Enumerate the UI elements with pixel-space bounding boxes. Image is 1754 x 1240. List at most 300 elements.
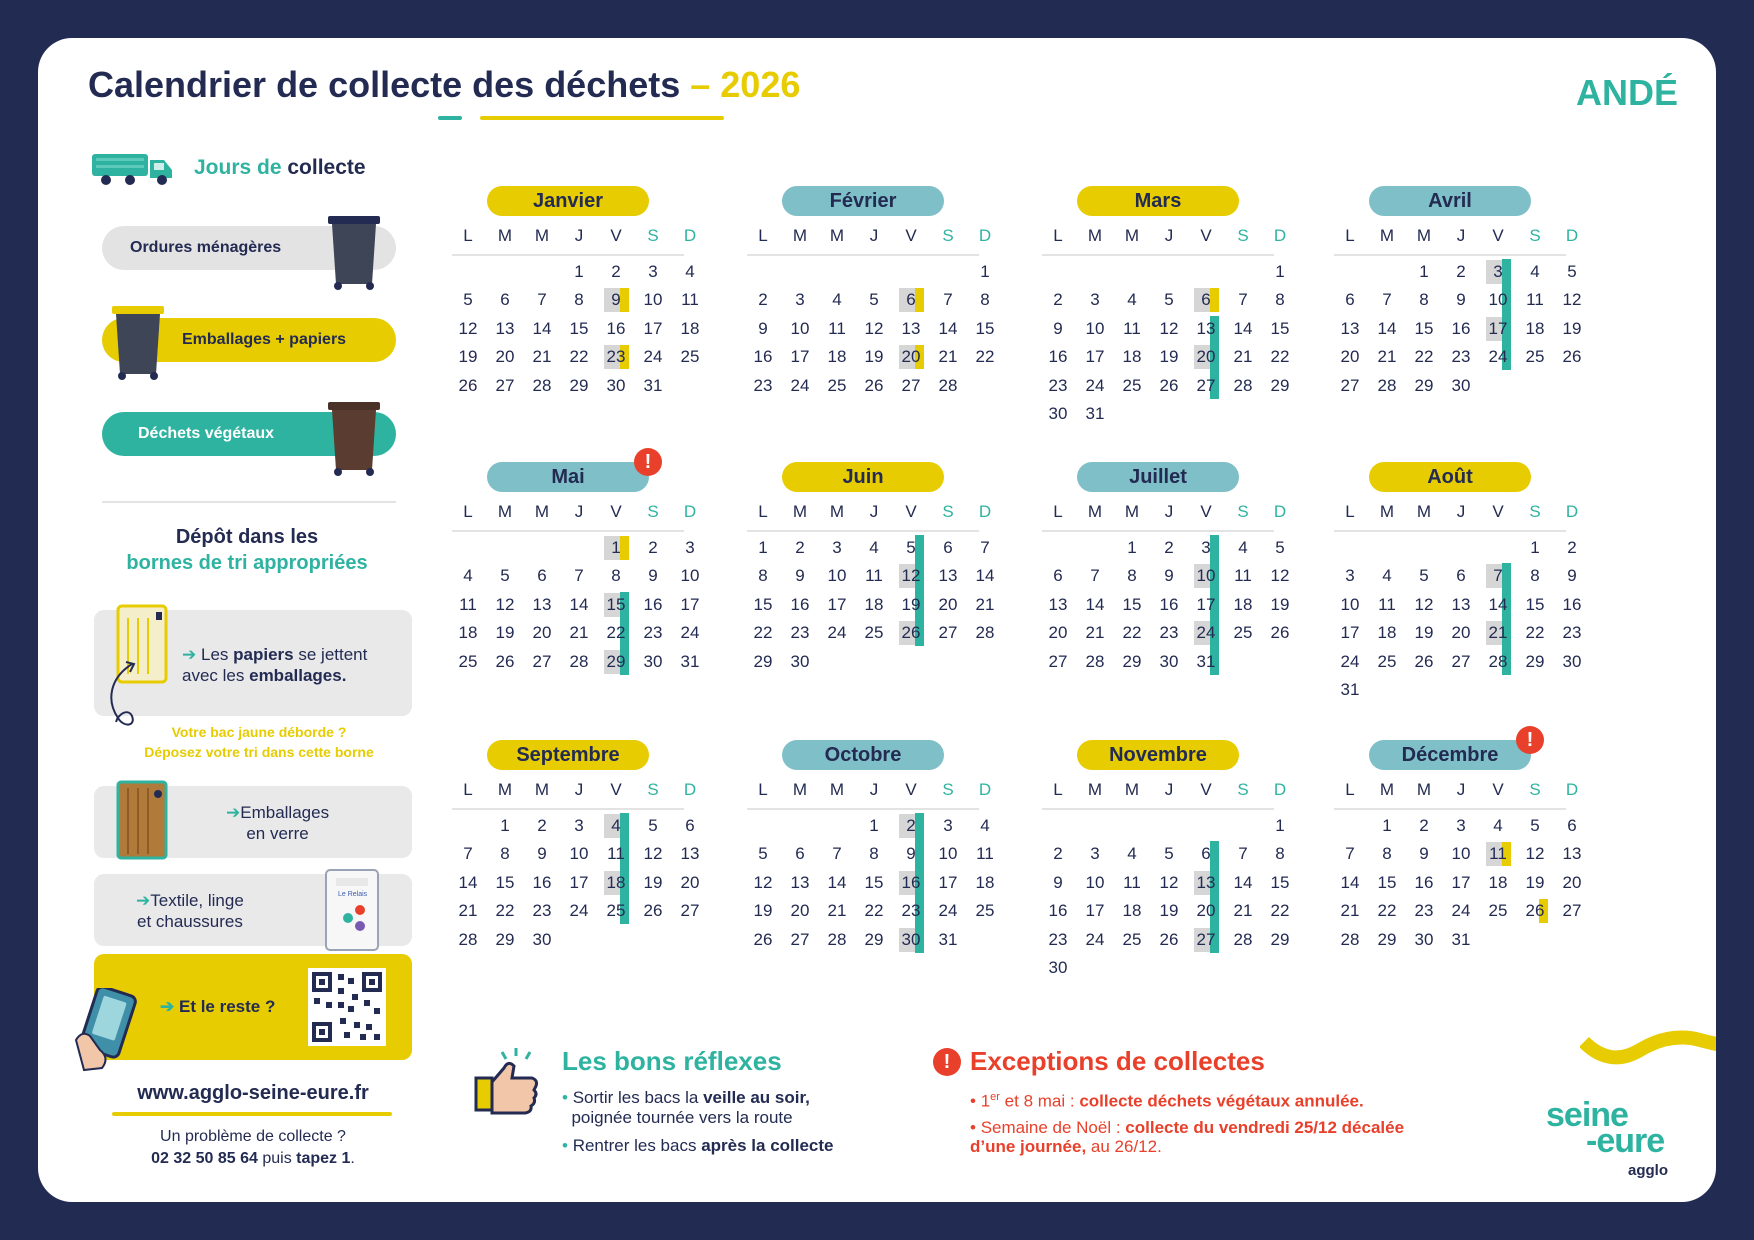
weekday-header: D: [1273, 780, 1287, 799]
arrow-icon: ➔: [160, 997, 175, 1016]
day-cell: 12: [1525, 844, 1545, 864]
day-cell: 6: [1567, 816, 1577, 835]
day-cell: 18: [1377, 623, 1397, 643]
weekday-header: M: [829, 226, 845, 245]
day-cell: 6: [500, 290, 510, 310]
day-cell: 7: [943, 290, 953, 310]
day-cell: 19: [495, 623, 515, 643]
day-cell: 19: [1525, 872, 1545, 892]
day-cell: 16: [1414, 872, 1434, 892]
month-4: [446, 451, 700, 722]
day-cell: 3: [648, 262, 658, 281]
day-cell: 25: [606, 901, 626, 921]
legend-ordures-label: Ordures ménagères: [130, 239, 282, 256]
day-cell: 29: [864, 929, 884, 949]
day-cell: 12: [643, 844, 663, 864]
day-cell: 22: [975, 347, 995, 367]
exception-item-2: [970, 1118, 1404, 1156]
day-cell: 5: [1164, 290, 1174, 310]
day-cell: 3: [1456, 816, 1466, 835]
month-name: Mai: [487, 462, 649, 492]
day-cell: 21: [1085, 623, 1105, 643]
day-cell: 16: [532, 872, 552, 892]
weekday-header: V: [1492, 226, 1504, 245]
day-cell: 3: [1201, 538, 1211, 557]
day-cell: 6: [1053, 566, 1063, 586]
weekday-header: S: [647, 226, 659, 245]
commune-name: ANDÉ: [1575, 72, 1678, 113]
day-cell: 9: [795, 566, 805, 586]
day-cell: 20: [1190, 345, 1222, 369]
exceptions-title: Exceptions de collectes: [970, 1046, 1265, 1076]
day-cell: 8: [611, 566, 621, 586]
day-cell: 10: [680, 566, 700, 586]
day-cell: 13: [1340, 318, 1360, 338]
day-cell: 14: [938, 318, 958, 338]
day-cell: 19: [458, 347, 478, 367]
day-cell: 5: [869, 290, 879, 310]
borne-textile-box: [94, 874, 412, 946]
day-cell: 21: [938, 347, 958, 367]
day-cell: 1: [1419, 262, 1429, 281]
day-cell: 16: [1159, 594, 1179, 614]
weekday-header: D: [1565, 502, 1579, 521]
day-cell: 29: [1122, 651, 1142, 671]
title-sep: –: [680, 64, 721, 105]
day-cell: 4: [1127, 290, 1137, 310]
day-cell: 17: [1085, 901, 1105, 921]
day-cell: 14: [1085, 594, 1105, 614]
weekday-header: J: [1164, 226, 1174, 245]
weekday-header: L: [758, 780, 768, 799]
title-text: Calendrier de collecte des déchets: [88, 64, 681, 105]
day-cell: 4: [869, 538, 879, 557]
day-cell: 15: [569, 318, 589, 338]
day-cell: 4: [463, 566, 473, 586]
day-cell: 16: [1451, 318, 1471, 338]
borne-papiers-box: [94, 610, 412, 716]
day-cell: 6: [795, 844, 805, 864]
day-cell: 30: [606, 375, 626, 395]
day-cell: 17: [1196, 594, 1216, 614]
day-cell: 26: [1159, 375, 1179, 395]
month-2: [1036, 186, 1290, 446]
day-cell: 7: [1090, 566, 1100, 586]
day-cell: 1: [869, 816, 879, 835]
weekday-header: S: [1237, 780, 1249, 799]
weekday-header: M: [534, 502, 550, 521]
day-cell: 7: [1382, 290, 1392, 310]
day-cell: 2: [795, 538, 805, 557]
day-cell: 11: [1123, 318, 1141, 338]
day-cell: 12: [1159, 872, 1179, 892]
day-cell: 24: [938, 901, 958, 921]
day-cell: 18: [1488, 872, 1508, 892]
arrow-icon: ➔: [136, 891, 151, 910]
day-cell: 18: [600, 871, 632, 895]
weekday-header: J: [1456, 502, 1466, 521]
month-9: [741, 740, 995, 1000]
day-cell: 27: [1190, 928, 1222, 952]
day-cell: 10: [1488, 290, 1508, 310]
day-cell: 6: [943, 538, 953, 557]
day-cell: 21: [458, 901, 478, 921]
day-cell: 16: [753, 347, 773, 367]
day-cell: 2: [648, 538, 658, 557]
day-cell: 11: [865, 566, 883, 586]
day-cell: 8: [1275, 290, 1285, 310]
day-cell: 1: [1530, 538, 1540, 557]
weekday-header: J: [574, 780, 584, 799]
day-cell: 21: [569, 623, 589, 643]
legend-emballages-label: Emballages + papiers: [182, 331, 347, 348]
day-cell: 8: [574, 290, 584, 310]
day-cell: 9: [648, 566, 658, 586]
day-cell: 4: [1238, 538, 1248, 557]
weekday-header: S: [647, 780, 659, 799]
day-cell: 25: [458, 651, 478, 671]
day-cell: 11: [1482, 842, 1514, 866]
day-cell: 3: [832, 538, 842, 557]
day-cell: 2: [1164, 538, 1174, 557]
phone-number[interactable]: 02 32 50 85 64: [151, 1150, 258, 1167]
month-6: [1036, 462, 1290, 722]
day-cell: 23: [600, 345, 632, 369]
day-cell: 18: [458, 623, 478, 643]
day-cell: 27: [495, 375, 515, 395]
day-cell: 20: [1196, 901, 1216, 921]
day-cell: 3: [685, 538, 695, 557]
exc1-sup: er: [990, 1091, 1000, 1103]
day-cell: 20: [1340, 347, 1360, 367]
weekday-header: J: [869, 226, 879, 245]
day-cell: 29: [1525, 651, 1545, 671]
day-cell: 15: [600, 593, 632, 617]
day-cell: 24: [827, 623, 847, 643]
arrow-icon: ➔: [226, 803, 241, 822]
bullet: •: [970, 1091, 976, 1111]
day-cell: 20: [895, 345, 927, 369]
day-cell: 15: [1270, 872, 1290, 892]
day-cell: 26: [895, 621, 927, 645]
day-cell: 9: [1456, 290, 1466, 310]
reflex1-line2: poignée tournée vers la route: [571, 1108, 793, 1127]
month-5: [741, 462, 995, 722]
weekday-header: D: [978, 226, 992, 245]
day-cell: 28: [1233, 375, 1253, 395]
weekday-header: M: [1124, 226, 1140, 245]
day-cell: 14: [1233, 318, 1253, 338]
weekday-header: M: [1416, 502, 1432, 521]
day-cell: 1: [1275, 816, 1285, 835]
weekday-header: V: [905, 502, 917, 521]
day-cell: 2: [611, 262, 621, 281]
exception-item-1: [970, 1088, 1364, 1111]
header-divider: [1042, 808, 1274, 810]
day-cell: 9: [1053, 872, 1063, 892]
depot-line2: bornes de tri appropriées: [126, 552, 368, 574]
borne-textile-text: [136, 890, 244, 932]
depot-title: [94, 524, 400, 576]
day-cell: 9: [1567, 566, 1577, 586]
day-cell: 15: [1377, 872, 1397, 892]
day-cell: 29: [753, 651, 773, 671]
day-cell: 18: [864, 594, 884, 614]
warn-line1: Votre bac jaune déborde ?: [171, 724, 347, 740]
borne-verre-box: [94, 786, 412, 858]
day-cell: 20: [790, 901, 810, 921]
day-cell: 15: [495, 872, 515, 892]
day-cell: 10: [1340, 594, 1360, 614]
garbage-truck-icon: [90, 150, 176, 186]
day-cell: 3: [943, 816, 953, 835]
day-cell: 9: [906, 844, 916, 864]
box2-l1: Emballages: [240, 803, 330, 822]
month-name: Avril: [1369, 186, 1531, 216]
day-cell: 10: [827, 566, 847, 586]
puis-text: puis: [262, 1150, 292, 1167]
website-link[interactable]: www.agglo-seine-eure.fr: [137, 1082, 369, 1104]
day-cell: 19: [901, 594, 921, 614]
weekday-header: L: [758, 226, 768, 245]
weekday-header: V: [905, 780, 917, 799]
day-cell: 18: [1525, 318, 1545, 338]
weekday-header: M: [1087, 502, 1103, 521]
day-cell: 27: [1562, 901, 1582, 921]
day-cell: 13: [1190, 871, 1222, 895]
weekday-header: S: [1529, 226, 1541, 245]
day-cell: 27: [901, 375, 921, 395]
day-cell: 5: [648, 816, 658, 835]
yellow-lid-bin-icon: [110, 302, 166, 380]
day-cell: 11: [1234, 566, 1252, 586]
day-cell: 30: [643, 651, 663, 671]
day-cell: 19: [864, 347, 884, 367]
day-cell: 18: [827, 347, 847, 367]
day-cell: 29: [1270, 375, 1290, 395]
day-cell: 13: [901, 318, 921, 338]
day-cell: 1: [574, 262, 584, 281]
day-cell: 27: [1196, 375, 1216, 395]
legend-ordures-menageres: [102, 226, 396, 270]
day-cell: 15: [975, 318, 995, 338]
day-cell: 12: [895, 564, 927, 588]
header-divider: [747, 254, 979, 256]
weekday-header: S: [942, 780, 954, 799]
day-cell: 27: [1340, 375, 1360, 395]
day-cell: 19: [753, 901, 773, 921]
header-divider: [1334, 530, 1566, 532]
day-cell: 5: [758, 844, 768, 864]
day-cell: 22: [1270, 347, 1290, 367]
depot-line1: Dépôt dans les: [175, 526, 319, 548]
month-name: Octobre: [782, 740, 944, 770]
day-cell: 20: [495, 347, 515, 367]
et-le-reste-text: [160, 996, 275, 1017]
qr-code[interactable]: [308, 968, 386, 1046]
month-7: [1328, 462, 1582, 722]
exclamation-icon: !: [933, 1048, 961, 1076]
day-cell: 12: [864, 318, 884, 338]
day-cell: 8: [1419, 290, 1429, 310]
weekday-header: D: [1273, 502, 1287, 521]
day-cell: 25: [1233, 623, 1253, 643]
bons-reflexes-title: Les bons réflexes: [562, 1046, 782, 1076]
weekday-header: M: [1379, 502, 1395, 521]
day-cell: 25: [1377, 651, 1397, 671]
day-cell: 23: [1048, 375, 1068, 395]
day-cell: 22: [1414, 347, 1434, 367]
day-cell: 13: [790, 872, 810, 892]
weekday-header: M: [792, 226, 808, 245]
day-cell: 11: [828, 318, 846, 338]
day-cell: 23: [1159, 623, 1179, 643]
day-cell: 14: [532, 318, 552, 338]
weekday-header: M: [534, 780, 550, 799]
day-cell: 19: [1159, 901, 1179, 921]
day-cell: 23: [1562, 623, 1582, 643]
bullet: •: [562, 1088, 568, 1107]
divider: [102, 501, 396, 503]
day-cell: 28: [1340, 929, 1360, 949]
day-cell: 26: [495, 651, 515, 671]
day-cell: 26: [753, 929, 773, 949]
reflex2-bold: après la collecte: [701, 1136, 834, 1155]
jours-label: [194, 156, 366, 180]
weekday-header: L: [1345, 780, 1355, 799]
day-cell: 9: [1164, 566, 1174, 586]
day-cell: 29: [495, 929, 515, 949]
exc1-pre: 1: [980, 1091, 991, 1111]
day-cell: 30: [1048, 404, 1068, 423]
weekday-header: L: [1053, 226, 1063, 245]
day-cell: 17: [1085, 347, 1105, 367]
month-name: Juin: [782, 462, 944, 492]
day-cell: 31: [1340, 680, 1360, 699]
weekday-header: D: [683, 780, 697, 799]
weekday-header: L: [758, 502, 768, 521]
month-name: Novembre: [1077, 740, 1239, 770]
day-cell: 8: [1127, 566, 1137, 586]
day-cell: 24: [643, 347, 663, 367]
day-cell: 19: [1159, 347, 1179, 367]
day-cell: 22: [495, 901, 515, 921]
day-cell: 10: [1085, 318, 1105, 338]
day-cell: 18: [975, 872, 995, 892]
day-cell: 15: [1122, 594, 1142, 614]
page-title: [88, 64, 800, 106]
day-cell: 13: [938, 566, 958, 586]
jours-de-collecte: [90, 146, 420, 196]
day-cell: 1: [1382, 816, 1392, 835]
day-cell: 8: [1530, 566, 1540, 586]
day-cell: 9: [600, 288, 632, 312]
box4-label: Et le reste ?: [178, 997, 276, 1016]
title-underline-teal: [438, 116, 462, 120]
day-cell: 17: [569, 872, 589, 892]
day-cell: 10: [938, 844, 958, 864]
day-cell: 5: [500, 566, 510, 586]
day-cell: 26: [1159, 929, 1179, 949]
weekday-header: V: [1492, 780, 1504, 799]
day-cell: 4: [685, 262, 695, 281]
day-cell: 16: [1048, 347, 1068, 367]
day-cell: 15: [1414, 318, 1434, 338]
weekday-header: S: [1237, 502, 1249, 521]
day-cell: 15: [1270, 318, 1290, 338]
day-cell: 27: [680, 901, 700, 921]
day-cell: 25: [975, 901, 995, 921]
day-cell: 24: [680, 623, 700, 643]
day-cell: 12: [1414, 594, 1434, 614]
weekday-header: M: [1124, 780, 1140, 799]
exc2-bold1: collecte du vendredi 25/12 décalée: [1125, 1118, 1405, 1137]
day-cell: 22: [1377, 901, 1397, 921]
day-cell: 6: [1456, 566, 1466, 586]
bullet: •: [970, 1118, 976, 1137]
weekday-header: M: [1087, 780, 1103, 799]
day-cell: 15: [1525, 594, 1545, 614]
weekday-header: D: [1273, 226, 1287, 245]
weekday-header: M: [792, 780, 808, 799]
weekday-header: J: [869, 502, 879, 521]
month-name: Décembre: [1369, 740, 1531, 770]
day-cell: 30: [895, 928, 927, 952]
day-cell: 12: [1270, 566, 1290, 586]
day-cell: 23: [643, 623, 663, 643]
day-cell: 3: [1482, 260, 1514, 284]
weekday-header: D: [1565, 226, 1579, 245]
day-cell: 9: [1419, 844, 1429, 864]
weekday-header: L: [463, 780, 473, 799]
exc2-post: au 26/12.: [1090, 1137, 1162, 1156]
day-cell: 14: [1233, 872, 1253, 892]
day-cell: 17: [1340, 623, 1360, 643]
day-cell: 19: [1562, 318, 1582, 338]
day-cell: 2: [1567, 538, 1577, 557]
day-cell: 24: [1488, 347, 1508, 367]
day-cell: 27: [938, 623, 958, 643]
day-cell: 10: [1085, 872, 1105, 892]
reflex-item-1: [562, 1088, 810, 1128]
day-cell: 14: [1377, 318, 1397, 338]
day-cell: 6: [1190, 288, 1222, 312]
weekday-header: S: [1529, 780, 1541, 799]
textile-container-icon: [322, 868, 382, 952]
day-cell: 8: [980, 290, 990, 310]
day-cell: 25: [1122, 375, 1142, 395]
day-cell: 22: [1122, 623, 1142, 643]
seine-eure-agglo-logo: [1546, 1096, 1686, 1179]
weekday-header: M: [1379, 226, 1395, 245]
day-cell: 29: [1377, 929, 1397, 949]
day-cell: 21: [1233, 347, 1253, 367]
day-cell: 4: [1382, 566, 1392, 586]
le-relais-logo: Le Relais: [338, 891, 368, 898]
day-cell: 2: [1419, 816, 1429, 835]
day-cell: 20: [1048, 623, 1068, 643]
day-cell: 4: [1493, 816, 1503, 835]
yellow-wave-decoration: [1580, 1024, 1716, 1078]
legend-emballages-papiers: [102, 318, 396, 362]
weekday-header: M: [1379, 780, 1395, 799]
day-cell: 27: [790, 929, 810, 949]
day-cell: 21: [975, 594, 995, 614]
day-cell: 25: [864, 623, 884, 643]
day-cell: 1: [1275, 262, 1285, 281]
day-cell: 10: [643, 290, 663, 310]
weekday-header: V: [1492, 502, 1504, 521]
